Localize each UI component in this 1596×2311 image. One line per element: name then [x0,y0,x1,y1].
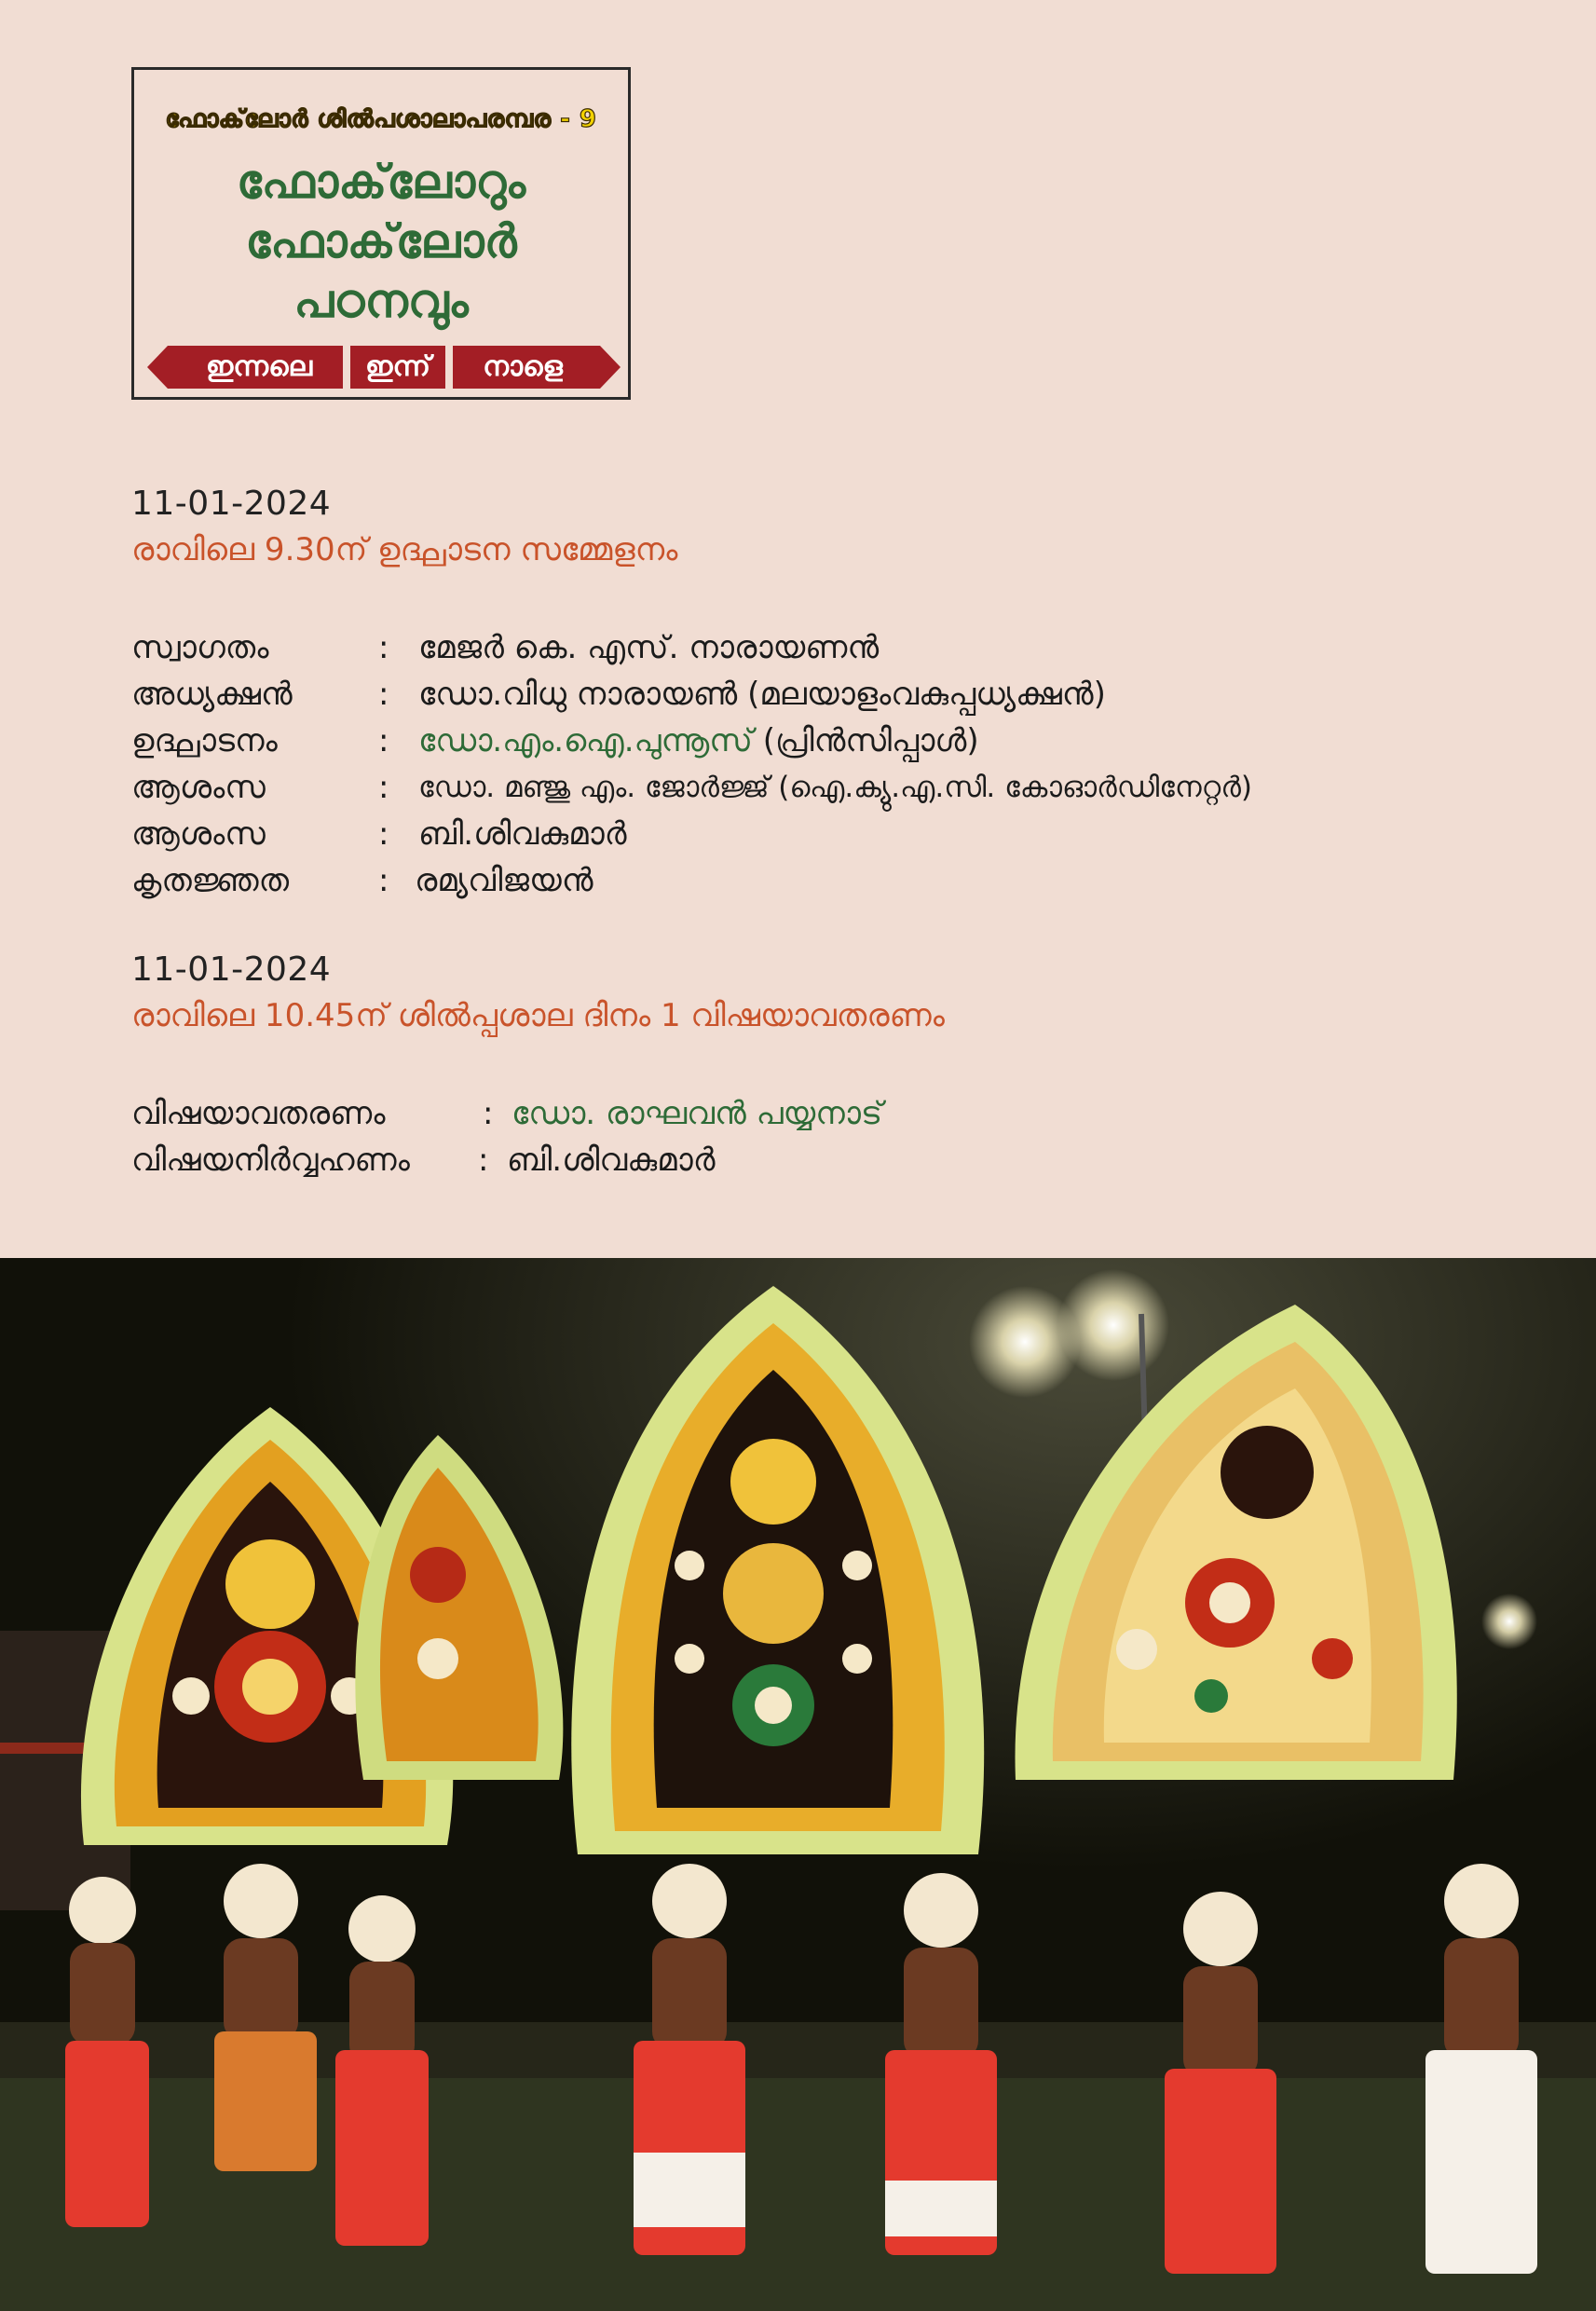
program-person-note: (പ്രിൻസിപ്പാൾ) [762,722,979,759]
tag-ribbon [147,344,621,390]
separator: : [378,769,389,806]
program-role: ഉദ്ഘാടനം [131,722,278,759]
program-person: ഡോ. രാഘവൻ പയ്യനാട് [512,1095,883,1132]
series-title: ഫോക്‌ലോർ ശിൽപശാലാപരമ്പര - 9 [165,105,597,133]
session1-date: 11-01-2024 [131,485,332,523]
program-person: ബി.ശിവകുമാർ [418,815,627,853]
program-person: ബി.ശിവകുമാർ [507,1142,716,1179]
program-person-group [418,718,979,764]
program-person: ഡോ.എം.ഐ.പുന്നൂസ് [418,722,753,759]
tag-yesterday: ഇന്നലെ [205,350,313,383]
main-title-line-2: ഫോക്‌ലോർ [245,213,517,268]
program-role: ആശംസ [131,769,266,806]
separator: : [478,1142,489,1179]
separator: : [378,862,389,899]
program-person: ഡോ.വിധു നാരായൺ (മലയാളംവകുപ്പധ്യക്ഷൻ) [418,676,1106,713]
program-role: വിഷയാവതരണം [131,1095,386,1132]
tag-tomorrow: നാളെ [483,350,563,383]
session2-date: 11-01-2024 [131,950,332,989]
program-role: അധ്യക്ഷൻ [131,676,293,713]
program-role: വിഷയനിർവ്വഹണം [131,1142,410,1179]
theyyam-illustration [0,1258,1596,2311]
program-person: ഡോ. മഞ്ജു എം. ജോർജ്ജ് (ഐ.ക്യു.എ.സി. കോഓർഡിനേറ്റർ) [418,771,1253,804]
separator: : [378,629,389,666]
program-person: മേജർ കെ. എസ്. നാരായണൻ [418,629,880,666]
session2-heading: രാവിലെ 10.45ന് ശിൽപ്പശാല ദിനം 1 വിഷയാവതരണം [131,997,945,1034]
main-title-line-1: ഫോക്‌ലോറും [236,154,526,209]
program-role: സ്വാഗതം [131,629,269,666]
program-role: കൃതജ്ഞത [131,862,290,899]
separator: : [378,815,389,853]
workshop-logo [131,67,631,400]
main-title-line-3: പഠനവും [293,273,469,328]
separator: : [483,1095,494,1132]
session1-heading: രാവിലെ 9.30ന് ഉദ്ഘാടന സമ്മേളനം [131,531,678,568]
tag-today: ഇന്ന് [365,350,430,383]
separator: : [378,676,389,713]
program-person: രമ്യവിജയൻ [415,862,593,899]
separator: : [378,722,389,759]
theyyam-performance-photo [0,1258,1596,2311]
main-title [134,152,628,331]
program-role: ആശംസ [131,815,266,853]
